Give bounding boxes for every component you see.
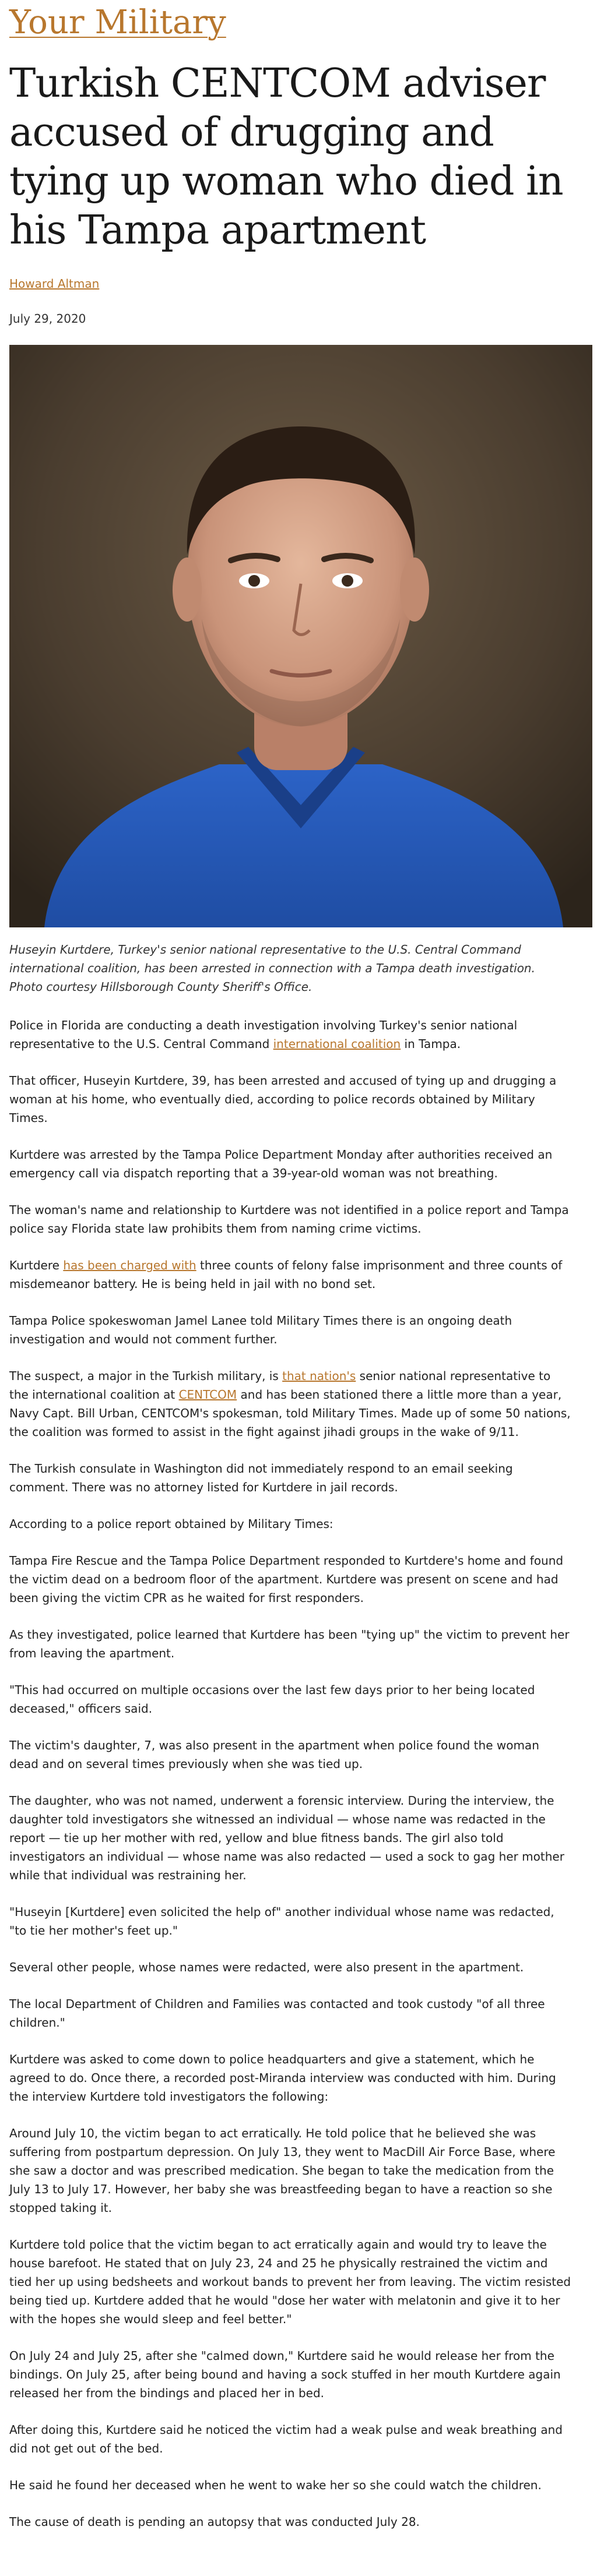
paragraph: Kurtdere has been charged with three counts of felony false imprisonment and three counts of misdemeanor battery. He is being held in jail with no bond set. [9, 1258, 563, 1291]
publish-date: July 29, 2020 [9, 312, 86, 326]
paragraph: Tampa Police spokeswoman Jamel Lanee told Military Times there is an ongoing death investigation and would not comment further. [9, 1314, 512, 1346]
inline-link[interactable]: that nation's [282, 1369, 356, 1383]
section-link[interactable]: Your Military [9, 3, 226, 41]
paragraph: That officer, Huseyin Kurtdere, 39, has been arrested and accused of tying up and drugging a woman at his home, who eventually died, according to police records obtained by Military Times. [9, 1074, 557, 1125]
paragraph: After doing this, Kurtdere said he noticed the victim had a weak pulse and weak breathing and did not get out of the bed. [9, 2423, 563, 2455]
photo-caption: Huseyin Kurtdere, Turkey's senior national representative to the U.S. Central Command international coalition, has been arrested in connection with a Tampa death investigation. Photo courtesy Hillsborough County Sheriff's Office. [9, 943, 535, 994]
paragraph: The cause of death is pending an autopsy that was conducted July 28. [9, 2515, 420, 2529]
paragraph: Kurtdere told police that the victim began to act erratically again and would try to leave the house barefoot. He stated that on July 23, 24 and 25 he physically restrained the victim and tied her up using bedsheets and workout bands to prevent her from leaving. The victim resisted being tied up. Kurtdere added that he would "dose her water with melatonin and give it to her with the hopes she would sleep and feel better." [9, 2238, 571, 2326]
paragraph: Kurtdere was asked to come down to police headquarters and give a statement, which he agreed to do. Once there, a recorded post-Miranda interview was conducted with him. During the interview Kurtdere told investigators the following: [9, 2052, 556, 2104]
paragraph: Police in Florida are conducting a death investigation involving Turkey's senior national representative to the U.S. Central Command international coalition in Tampa. [9, 1018, 518, 1051]
inline-link[interactable]: has been charged with [63, 1258, 196, 1272]
inline-link[interactable]: international coalition [273, 1037, 401, 1051]
paragraph: Several other people, whose names were redacted, were also present in the apartment. [9, 1960, 524, 1974]
paragraph: On July 24 and July 25, after she "calmed down," Kurtdere said he would release her from the bindings. On July 25, after being bound and having a sock stuffed in her mouth Kurtdere again released her from the bindings and placed her in bed. [9, 2349, 561, 2400]
paragraph: He said he found her deceased when he went to wake her so she could watch the children. [9, 2478, 542, 2492]
paragraph: According to a police report obtained by Military Times: [9, 1517, 333, 1531]
inline-link[interactable]: CENTCOM [178, 1388, 237, 1402]
paragraph: As they investigated, police learned that Kurtdere has been "tying up" the victim to prevent her from leaving the apartment. [9, 1628, 570, 1660]
paragraph: "This had occurred on multiple occasions over the last few days prior to her being located deceased," officers said. [9, 1683, 535, 1716]
paragraph: Around July 10, the victim began to act erratically. He told police that he believed she was suffering from postpartum depression. On July 13, they went to MacDill Air Force Base, where she saw a doctor and was prescribed medication. She began to take the medication from the July 13 to July 17. However, her baby she was breastfeeding began to have a reaction so she stopped taking it. [9, 2126, 556, 2215]
paragraph: The daughter, who was not named, underwent a forensic interview. During the interview, the daughter told investigators she witnessed an individual — whose name was redacted in the report — tie up her mother with red, yellow and blue fitness bands. The girl also told investigators an individual — whose name was also redacted — used a sock to gag her mother while that individual was restraining her. [9, 1794, 564, 1882]
paragraph: Tampa Fire Rescue and the Tampa Police Department responded to Kurtdere's home and found the victim dead on a bedroom floor of the apartment. Kurtdere was present on scene and had been giving the victim CPR as he waited for first responders. [9, 1554, 564, 1605]
article-photo [9, 345, 592, 927]
mugshot-illustration [9, 345, 592, 927]
paragraph: Kurtdere was arrested by the Tampa Police Department Monday after authorities received an emergency call via dispatch reporting that a 39-year-old woman was not breathing. [9, 1148, 553, 1180]
paragraph: The woman's name and relationship to Kurtdere was not identified in a police report and Tampa police say Florida state law prohibits them from naming crime victims. [9, 1203, 569, 1236]
paragraph: The suspect, a major in the Turkish military, is that nation's senior national representative to the international coalition at CENTCOM and has been stationed there a little more than a year, Navy Capt. Bill Urban, CENTCOM's spokesman, told Military Times. Made up of some 50 nations, the coalition was formed to assist in the fight against jihadi groups in the wake of 9/11. [9, 1369, 571, 1439]
paragraph: The Turkish consulate in Washington did not immediately respond to an email seeking comment. There was no attorney listed for Kurtdere in jail records. [9, 1462, 513, 1494]
paragraph: "Huseyin [Kurtdere] even solicited the help of" another individual whose name was redacted, "to tie her mother's feet up." [9, 1905, 554, 1938]
article-headline: Turkish CENTCOM adviser accused of drugging and tying up woman who died in his Tampa apartment [9, 61, 563, 253]
paragraph: The victim's daughter, 7, was also present in the apartment when police found the woman dead and on several times previously when she was tied up. [9, 1738, 539, 1771]
author-link[interactable]: Howard Altman [9, 277, 100, 291]
paragraph: The local Department of Children and Families was contacted and took custody "of all three children." [9, 1997, 545, 2030]
article-body [9, 1016, 571, 2531]
